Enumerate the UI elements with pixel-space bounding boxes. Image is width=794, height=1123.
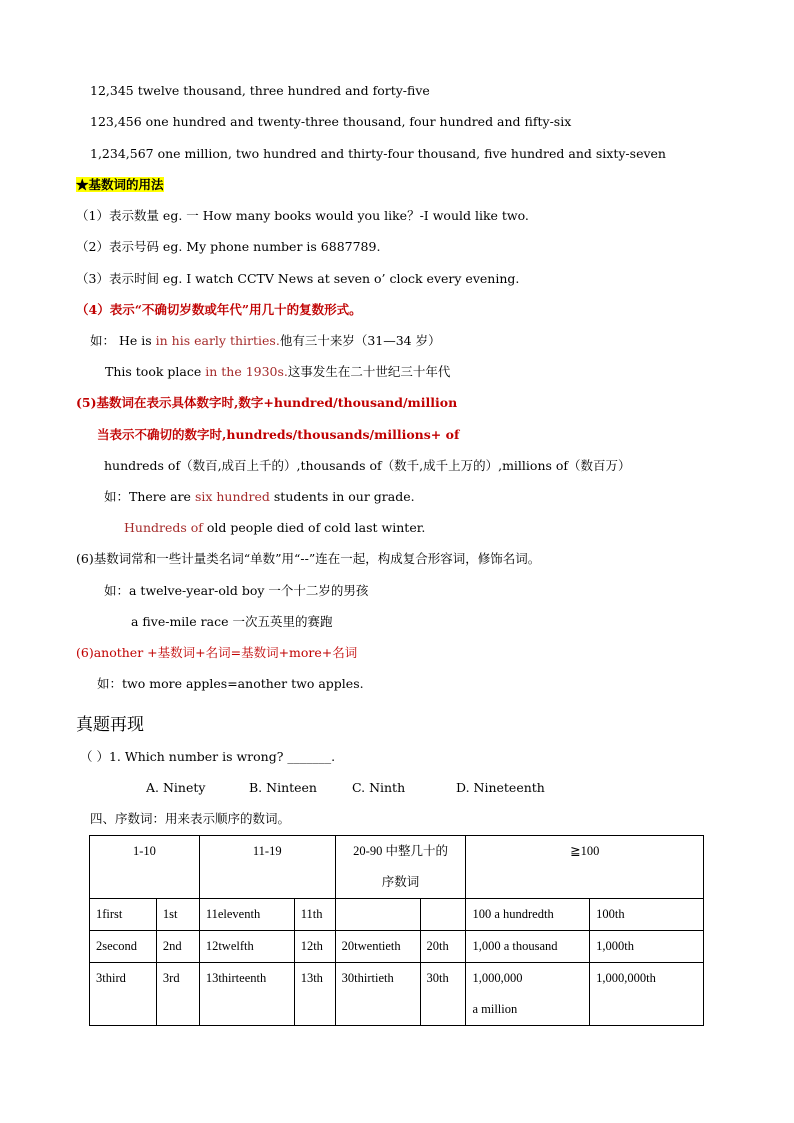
table-cell: 20twentieth xyxy=(335,931,420,963)
usage-7: (6)another +基数词+名词=基数词+more+名词 xyxy=(76,645,358,660)
ordinal-title: 四、序数词：用来表示顺序的数词。 xyxy=(90,811,291,826)
table-cell: 1,000th xyxy=(590,931,704,963)
usage-title xyxy=(76,177,164,193)
table-cell: 2nd xyxy=(156,931,199,963)
header-11-19: 11-19 xyxy=(199,836,335,899)
example-5a-red: six hundred xyxy=(194,489,270,504)
section-title: 真题再现 xyxy=(76,715,144,735)
table-cell: 30thirtieth xyxy=(335,963,420,1026)
example-5b-post: old people died of cold last winter. xyxy=(202,520,426,535)
table-row xyxy=(90,931,704,963)
usage-2: （2）表示号码 eg. My phone number is 6887789. xyxy=(76,239,381,254)
example-4a-red: in his early thirties. xyxy=(155,333,280,348)
usage-3: （3）表示时间 eg. I watch CCTV News at seven o’ clock every evening. xyxy=(76,271,520,286)
table-cell: 13th xyxy=(294,963,335,1026)
table-cell: 1,000,000th xyxy=(590,963,704,1026)
example-5a-pre: 如：There are xyxy=(104,489,195,504)
table-cell: 3third xyxy=(90,963,157,1026)
usage-5: (5)基数词在表示具体数字时,数字+hundred/thousand/million xyxy=(76,395,458,410)
table-cell: 1st xyxy=(156,899,199,931)
table-row xyxy=(90,963,704,1026)
table-cell: 30th xyxy=(420,963,466,1026)
example-4a xyxy=(90,333,441,349)
cell-million-line2: a million xyxy=(472,1002,518,1016)
example-5b xyxy=(124,520,425,536)
example-6a: 如：a twelve-year-old boy 一个十二岁的男孩 xyxy=(104,583,369,598)
header-100-plus: ≧100 xyxy=(466,836,704,899)
usage-4: （4）表示“不确切岁数或年代”用几十的复数形式。 xyxy=(76,302,362,317)
header-20-90-line2: 序数词 xyxy=(381,875,420,889)
question-1: （ ）1. Which number is wrong? _______. xyxy=(80,749,336,764)
header-1-10: 1-10 xyxy=(90,836,200,899)
table-cell: 11eleventh xyxy=(199,899,294,931)
option-c: C. Ninth xyxy=(352,780,406,795)
table-cell: 100th xyxy=(590,899,704,931)
example-4a-post: 他有三十来岁（31—34 岁） xyxy=(279,333,441,348)
table-cell: 20th xyxy=(420,931,466,963)
usage-title-text: ★基数词的用法 xyxy=(76,177,164,192)
table-cell: 3rd xyxy=(156,963,199,1026)
example-4b xyxy=(105,364,450,380)
example-4a-pre: 如： He is xyxy=(90,333,156,348)
usage-5c: hundreds of（数百,成百上千的）,thousands of（数千,成千上万的）,millions of（数百万） xyxy=(104,458,631,473)
table-cell xyxy=(335,899,420,931)
header-20-90-line1: 20-90 中整几十的 xyxy=(353,844,448,858)
table-cell: 12twelfth xyxy=(199,931,294,963)
example-4b-pre: This took place xyxy=(105,364,206,379)
example-5b-red: Hundreds of xyxy=(124,520,203,535)
table-cell: 100 a hundredth xyxy=(466,899,590,931)
example-5a xyxy=(104,489,415,505)
table-cell: 13thirteenth xyxy=(199,963,294,1026)
usage-5b: 当表示不确切的数字时,hundreds/thousands/millions+ of xyxy=(97,427,460,442)
option-a: A. Ninety xyxy=(146,780,206,795)
example-7: 如：two more apples=another two apples. xyxy=(97,676,364,691)
cell-million-line1: 1,000,000 xyxy=(472,971,523,985)
number-example-1: 12,345 twelve thousand, three hundred and forty-five xyxy=(90,83,430,98)
example-5a-post: students in our grade. xyxy=(269,489,415,504)
table-cell: 12th xyxy=(294,931,335,963)
table-cell: 1,000 a thousand xyxy=(466,931,590,963)
table-cell xyxy=(420,899,466,931)
number-example-2: 123,456 one hundred and twenty-three thousand, four hundred and fifty-six xyxy=(90,114,572,129)
table-cell: 1first xyxy=(90,899,157,931)
usage-6: (6)基数词常和一些计量类名词“单数”用“--”连在一起，构成复合形容词，修饰名词。 xyxy=(76,551,541,566)
table-cell: 11th xyxy=(294,899,335,931)
usage-1: （1）表示数量 eg. 一 How many books would you like？-I would like two. xyxy=(76,208,529,223)
table-cell xyxy=(466,963,590,1026)
example-4b-red: in the 1930s. xyxy=(205,364,288,379)
example-4b-post: 这事发生在二十世纪三十年代 xyxy=(287,364,451,379)
example-6b: a five-mile race 一次五英里的赛跑 xyxy=(131,614,333,629)
number-example-3: 1,234,567 one million, two hundred and thirty-four thousand, five hundred and sixty-seven xyxy=(90,146,666,161)
table-header-row xyxy=(90,836,704,899)
header-20-90 xyxy=(335,836,466,899)
option-b: B. Ninteen xyxy=(249,780,317,795)
option-d: D. Nineteenth xyxy=(456,780,545,795)
ordinal-table xyxy=(89,835,704,1026)
table-cell: 2second xyxy=(90,931,157,963)
table-row xyxy=(90,899,704,931)
